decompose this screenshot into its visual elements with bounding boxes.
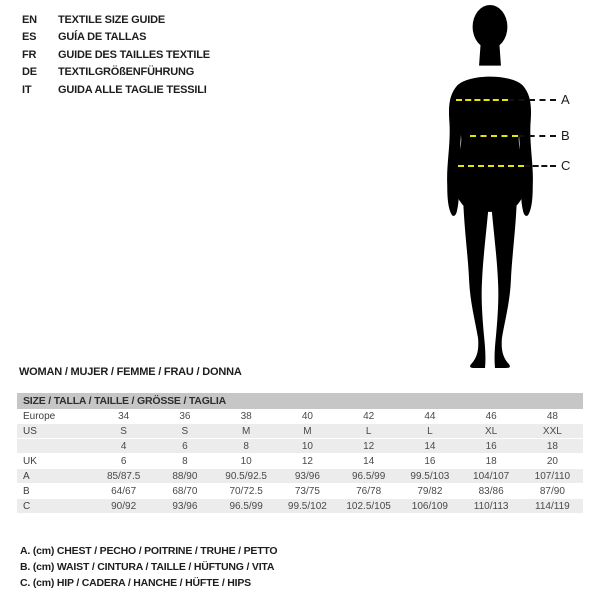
row-label: Europe [23, 411, 56, 422]
size-value-cell: 104/107 [473, 471, 510, 482]
chest-measure-line [456, 99, 508, 101]
size-value-cell: 83/86 [478, 486, 504, 497]
language-code: IT [22, 83, 32, 96]
size-value-cell: 38 [240, 411, 252, 422]
size-table-header: SIZE / TALLA / TAILLE / GRÖSSE / TAGLIA [17, 393, 583, 409]
row-label: UK [23, 456, 37, 467]
size-value-cell: 106/109 [411, 501, 448, 512]
table-row [17, 454, 583, 469]
row-label: C [23, 501, 31, 512]
woman-silhouette-icon [435, 2, 545, 370]
size-value-cell: 46 [485, 411, 497, 422]
marker-label-c: C [561, 158, 571, 173]
waist-pointer-line [518, 135, 556, 137]
size-value-cell: 114/119 [535, 501, 570, 512]
size-value-cell: 90.5/92.5 [225, 471, 267, 482]
table-row [17, 484, 583, 499]
language-row-en [22, 11, 210, 29]
size-value-cell: 70/72.5 [229, 486, 263, 497]
row-label: US [23, 426, 37, 437]
size-value-cell: 14 [424, 441, 436, 452]
size-value-cell: 99.5/103 [410, 471, 450, 482]
size-value-cell: M [241, 426, 251, 437]
size-value-cell: L [365, 426, 372, 437]
language-title-list [22, 11, 210, 99]
size-value-cell: 34 [118, 411, 130, 422]
table-row [17, 409, 583, 424]
guide-title-es: GUÍA DE TALLAS [58, 31, 147, 44]
size-value-cell: 85/87.5 [106, 471, 141, 482]
size-value-cell: 48 [546, 411, 558, 422]
language-code: EN [22, 13, 37, 26]
size-value-cell: 102.5/105 [346, 501, 391, 512]
size-value-cell: 14 [363, 456, 375, 467]
size-value-cell: 44 [424, 411, 436, 422]
size-value-cell: 73/75 [294, 486, 320, 497]
size-value-cell: 68/70 [172, 486, 198, 497]
size-table-body [17, 409, 583, 514]
hip-pointer-line [524, 165, 556, 167]
hip-measure-line [458, 165, 524, 167]
size-value-cell: 76/78 [356, 486, 382, 497]
size-table [17, 393, 583, 514]
size-value-cell: 96.5/99 [229, 501, 263, 512]
chest-pointer-line [508, 99, 556, 101]
size-value-cell: 16 [485, 441, 497, 452]
table-row [17, 439, 583, 454]
size-value-cell: 107/110 [534, 471, 571, 482]
size-value-cell: 36 [179, 411, 191, 422]
size-value-cell: 64/67 [111, 486, 137, 497]
body-measurement-figure [420, 0, 600, 378]
size-value-cell: 20 [546, 456, 558, 467]
row-label: A [23, 471, 30, 482]
size-value-cell: 40 [301, 411, 313, 422]
size-value-cell: 90/92 [111, 501, 137, 512]
size-value-cell: 6 [182, 441, 188, 452]
size-value-cell: 10 [301, 441, 313, 452]
size-value-cell: L [427, 426, 433, 437]
size-value-cell: XXL [542, 426, 562, 437]
size-value-cell: S [120, 426, 127, 437]
legend-waist: B. (cm) WAIST / CINTURA / TAILLE / HÜFTUNG / VITA [20, 561, 275, 573]
language-code: DE [22, 66, 37, 79]
guide-title-it: GUIDA ALLE TAGLIE TESSILI [58, 83, 207, 96]
size-value-cell: 96.5/99 [351, 471, 386, 482]
size-value-cell: 16 [424, 456, 436, 467]
table-row [17, 469, 583, 484]
size-value-cell: 8 [243, 441, 249, 452]
table-row [17, 499, 583, 514]
guide-title-fr: GUIDE DES TAILLES TEXTILE [58, 48, 210, 61]
measurement-legend [20, 543, 277, 591]
language-code: FR [22, 48, 37, 61]
size-value-cell: M [303, 426, 312, 437]
guide-title-de: TEXTILGRÖßENFÜHRUNG [58, 66, 195, 79]
language-row-es [22, 29, 210, 47]
size-value-cell: 6 [120, 456, 127, 467]
size-value-cell: 4 [120, 441, 127, 452]
size-value-cell: 87/90 [539, 486, 565, 497]
size-value-cell: 12 [301, 456, 313, 467]
size-value-cell: XL [485, 426, 498, 437]
row-label: B [23, 486, 30, 497]
size-value-cell: 93/96 [294, 471, 320, 482]
size-value-cell: 79/82 [417, 486, 443, 497]
marker-label-a: A [561, 92, 570, 107]
marker-label-b: B [561, 128, 570, 143]
size-value-cell: 10 [240, 456, 252, 467]
guide-title-en: TEXTILE SIZE GUIDE [58, 13, 166, 26]
language-row-de [22, 64, 210, 82]
size-value-cell: 93/96 [172, 501, 198, 512]
size-value-cell: S [181, 426, 189, 437]
size-value-cell: 18 [546, 441, 558, 452]
waist-measure-line [470, 135, 518, 137]
size-value-cell: 99.5/102 [287, 501, 327, 512]
section-title: WOMAN / MUJER / FEMME / FRAU / DONNA [19, 366, 242, 378]
size-value-cell: 18 [485, 456, 497, 467]
legend-hip: C. (cm) HIP / CADERA / HANCHE / HÜFTE / HIPS [20, 577, 251, 589]
size-value-cell: 42 [363, 411, 375, 422]
table-row [17, 424, 583, 439]
language-row-fr [22, 46, 210, 64]
size-value-cell: 8 [182, 456, 188, 467]
size-value-cell: 88/90 [172, 471, 198, 482]
language-code: ES [22, 31, 37, 44]
size-value-cell: 110/113 [473, 501, 509, 512]
language-row-it [22, 81, 210, 99]
legend-chest: A. (cm) CHEST / PECHO / POITRINE / TRUHE / PETTO [20, 545, 278, 557]
size-value-cell: 12 [363, 441, 375, 452]
